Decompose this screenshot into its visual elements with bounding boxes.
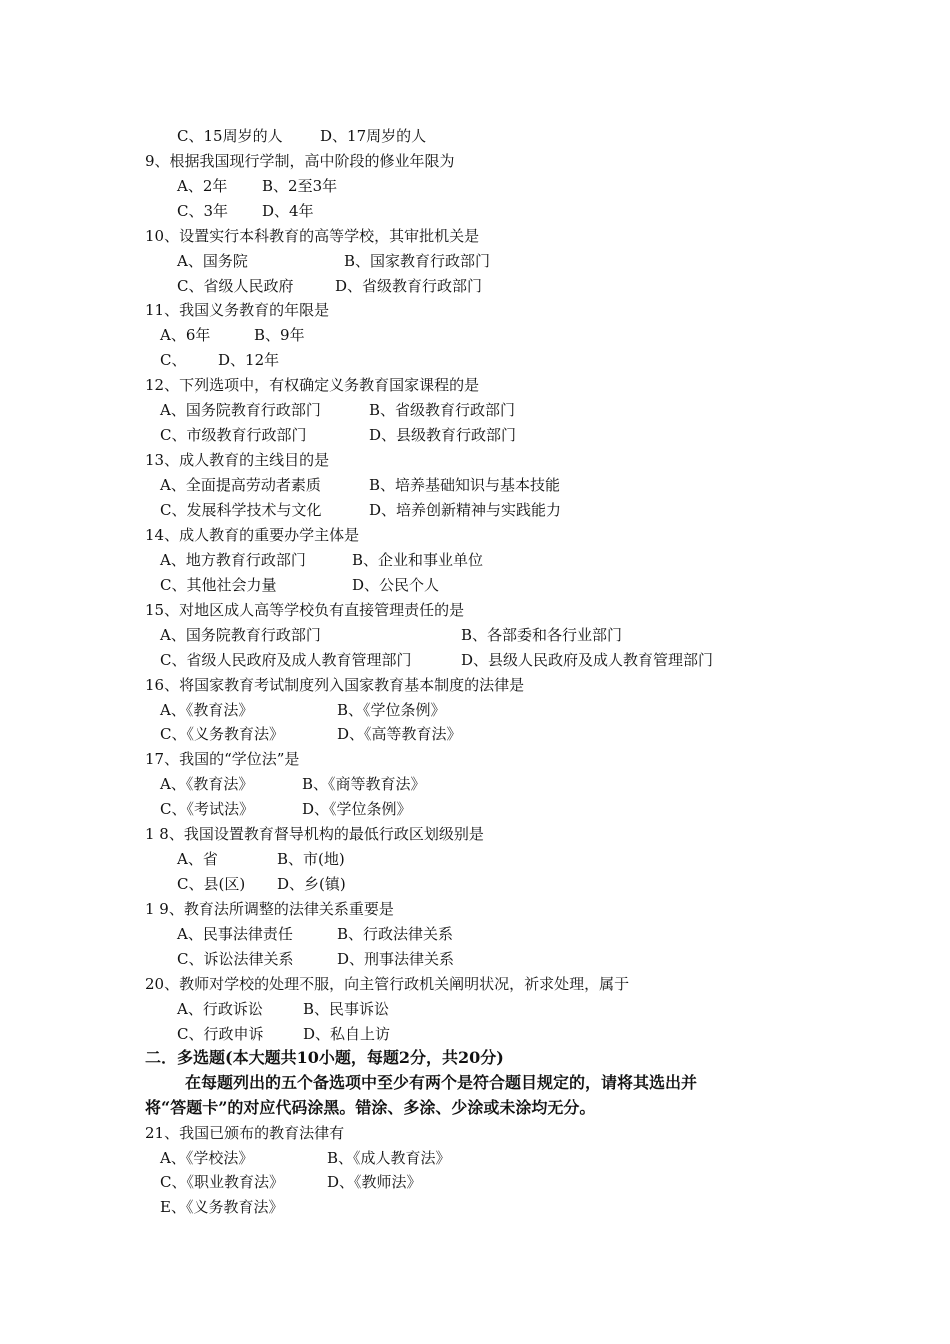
option-a: A、2年 xyxy=(177,177,228,195)
option-e: E、《义务教育法》 xyxy=(160,1198,284,1216)
section-instructions-line1: 在每题列出的五个备选项中至少有两个是符合题目规定的，请将其选出并 xyxy=(185,1073,698,1092)
question-9: 9、根据我国现行学制，高中阶段的修业年限为 xyxy=(145,152,455,170)
question-20: 20、教师对学校的处理不服，向主管行政机关阐明状况，祈求处理，属于 xyxy=(145,975,630,993)
option-b: B、《成人教育法》 xyxy=(327,1149,451,1167)
q17-options-ab xyxy=(160,774,426,794)
option-d: D、刑事法律关系 xyxy=(337,950,455,968)
option-c: C、省级人民政府 xyxy=(177,277,294,295)
question-12: 12、下列选项中，有权确定义务教育国家课程的是 xyxy=(145,376,480,394)
option-b: B、《学位条例》 xyxy=(337,701,446,719)
option-c: C、《考试法》 xyxy=(160,800,254,818)
option-b: B、市(地) xyxy=(277,850,345,868)
option-c: C、诉讼法律关系 xyxy=(177,950,294,968)
question-21: 21、我国已颁布的教育法律有 xyxy=(145,1124,345,1142)
question-18: 1 8、我国设置教育督导机构的最低行政区划级别是 xyxy=(145,825,484,843)
q20-options-ab xyxy=(177,999,390,1019)
option-d: D、乡(镇) xyxy=(277,875,346,893)
option-c: C、《职业教育法》 xyxy=(160,1173,284,1191)
q16-options-cd xyxy=(160,724,462,744)
option-c: C、行政申诉 xyxy=(177,1025,264,1043)
option-b: B、行政法律关系 xyxy=(337,925,454,943)
q15-options-cd xyxy=(160,650,714,670)
q20-options-cd xyxy=(177,1024,391,1044)
option-b: B、9年 xyxy=(254,326,305,344)
option-a: A、6年 xyxy=(160,326,211,344)
option-d: D、12年 xyxy=(218,351,280,369)
q11-options-ab xyxy=(160,325,305,345)
question-16: 16、将国家教育考试制度列入国家教育基本制度的法律是 xyxy=(145,676,525,694)
question-13: 13、成人教育的主线目的是 xyxy=(145,451,330,469)
option-d: D、4年 xyxy=(262,202,314,220)
question-19: 1 9、教育法所调整的法律关系重要是 xyxy=(145,900,394,918)
option-d: D、省级教育行政部门 xyxy=(335,277,483,295)
question-14: 14、成人教育的重要办学主体是 xyxy=(145,526,360,544)
option-b: B、2至3年 xyxy=(262,177,338,195)
option-c: C、其他社会力量 xyxy=(160,576,277,594)
option-a: A、国务院 xyxy=(177,252,248,270)
question-15: 15、对地区成人高等学校负有直接管理责任的是 xyxy=(145,601,465,619)
option-a: A、《教育法》 xyxy=(160,701,254,719)
question-17: 17、我国的“学位法”是 xyxy=(145,750,300,768)
q9-options-ab xyxy=(177,176,338,196)
option-c: C、《义务教育法》 xyxy=(160,725,284,743)
option-a: A、《学校法》 xyxy=(160,1149,254,1167)
option-a: A、国务院教育行政部门 xyxy=(160,401,321,419)
option-c: C、 xyxy=(160,351,187,369)
question-11: 11、我国义务教育的年限是 xyxy=(145,301,330,319)
section-instructions-line2: 将“答题卡”的对应代码涂黑。错涂、多涂、少涂或未涂均无分。 xyxy=(145,1098,596,1117)
q12-options-ab xyxy=(160,400,516,420)
option-d: D、县级教育行政部门 xyxy=(369,426,517,444)
q10-options-cd xyxy=(177,276,483,296)
option-b: B、企业和事业单位 xyxy=(352,551,484,569)
q21-option-e xyxy=(160,1197,284,1217)
option-b: B、国家教育行政部门 xyxy=(344,252,491,270)
q9-options-cd xyxy=(177,201,314,221)
option-c: C、省级人民政府及成人教育管理部门 xyxy=(160,651,412,669)
option-d: D、培养创新精神与实践能力 xyxy=(369,501,562,519)
option-c: C、3年 xyxy=(177,202,229,220)
option-b: B、《商等教育法》 xyxy=(302,775,426,793)
q21-options-ab xyxy=(160,1148,451,1168)
option-d: D、《教师法》 xyxy=(327,1173,422,1191)
option-c: C、市级教育行政部门 xyxy=(160,426,307,444)
option-a: A、国务院教育行政部门 xyxy=(160,626,321,644)
option-a: A、行政诉讼 xyxy=(177,1000,263,1018)
option-d: D、私自上访 xyxy=(303,1025,391,1043)
q13-options-ab xyxy=(160,475,561,495)
q12-options-cd xyxy=(160,425,517,445)
option-d: D、《学位条例》 xyxy=(302,800,412,818)
option-c: C、15周岁的人 xyxy=(177,127,283,145)
q18-options-cd xyxy=(177,874,346,894)
option-b: B、培养基础知识与基本技能 xyxy=(369,476,561,494)
option-d: D、《高等教育法》 xyxy=(337,725,462,743)
q16-options-ab xyxy=(160,700,446,720)
option-d: D、县级人民政府及成人教育管理部门 xyxy=(461,651,714,669)
q21-options-cd xyxy=(160,1172,422,1192)
q19-options-ab xyxy=(177,924,454,944)
q10-options-ab xyxy=(177,251,491,271)
option-a: A、省 xyxy=(177,850,218,868)
option-b: B、民事诉讼 xyxy=(303,1000,390,1018)
section-heading: 二．多选题(本大题共10小题，每题2分，共20分) xyxy=(145,1048,504,1067)
q17-options-cd xyxy=(160,799,412,819)
q8-options-cd xyxy=(177,126,427,146)
q14-options-cd xyxy=(160,575,440,595)
q19-options-cd xyxy=(177,949,455,969)
option-a: A、民事法律责任 xyxy=(177,925,293,943)
option-d: D、17周岁的人 xyxy=(320,127,427,145)
option-a: A、全面提高劳动者素质 xyxy=(160,476,321,494)
option-c: C、发展科学技术与文化 xyxy=(160,501,322,519)
option-a: A、《教育法》 xyxy=(160,775,254,793)
q14-options-ab xyxy=(160,550,484,570)
q13-options-cd xyxy=(160,500,562,520)
option-a: A、地方教育行政部门 xyxy=(160,551,306,569)
option-c: C、县(区) xyxy=(177,875,246,893)
question-10: 10、设置实行本科教育的高等学校，其审批机关是 xyxy=(145,227,480,245)
option-b: B、各部委和各行业部门 xyxy=(461,626,623,644)
q11-options-cd xyxy=(160,350,280,370)
option-b: B、省级教育行政部门 xyxy=(369,401,516,419)
q15-options-ab xyxy=(160,625,623,645)
q18-options-ab xyxy=(177,849,345,869)
option-d: D、公民个人 xyxy=(352,576,440,594)
